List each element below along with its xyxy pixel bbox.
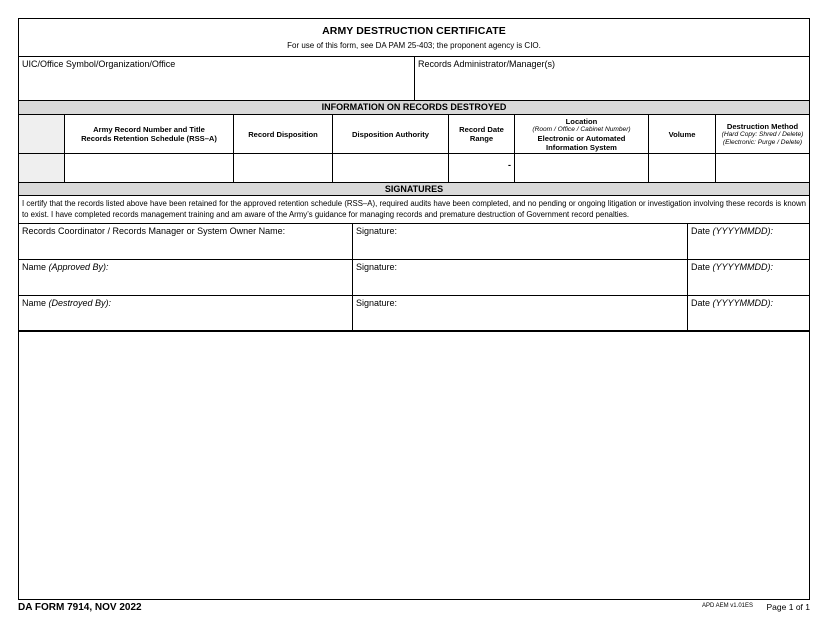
coordinator-signature-label: Signature: <box>356 226 398 236</box>
method-header-note-hardcopy: (Hard Copy: Shred / Delete) <box>721 130 804 138</box>
coordinator-date-field[interactable] <box>688 224 809 259</box>
destroyed-date-field[interactable] <box>688 296 809 330</box>
approved-date-label: Date <box>691 262 713 272</box>
authority-column <box>333 115 449 182</box>
date-range-field[interactable] <box>449 154 514 182</box>
volume-header: Volume <box>649 115 715 154</box>
date-range-column <box>449 115 515 182</box>
destroyed-date-format: (YYYYMMDD): <box>712 298 774 308</box>
method-header-label: Destruction Method <box>726 121 799 131</box>
destroyed-name-label: Name <box>22 298 49 308</box>
approved-name-label: Name <box>22 262 49 272</box>
record-number-header <box>65 115 233 154</box>
certification-statement: I certify that the records listed above have been retained for the approved retention schedule (RSS–A), required audits have been completed, and no pending or ongoing litigation or investigation involving these records is known to exist. I have completed records management training and am aware of the Army’s guidance for managing records and premature destruction of Government record penalties. <box>19 197 809 224</box>
uic-field[interactable] <box>19 57 415 100</box>
record-number-header-label: Army Record Number and Title <box>93 125 205 134</box>
date-range-separator: - <box>508 160 511 170</box>
approved-name-label-italic: (Approved By): <box>48 262 109 272</box>
location-field[interactable] <box>515 154 648 182</box>
form-footer <box>18 602 810 616</box>
record-number-header-sublabel: Records Retention Schedule (RSS–A) <box>81 134 217 143</box>
disposition-field[interactable] <box>234 154 332 182</box>
method-header-note-electronic: (Electronic: Purge / Delete) <box>722 138 803 146</box>
destroyed-signature-label: Signature: <box>356 298 398 308</box>
authority-header: Disposition Authority <box>333 115 448 154</box>
coordinator-signature-field[interactable] <box>353 224 688 259</box>
form-subtitle: For use of this form, see DA PAM 25-403; the proponent agency is CIO. <box>287 41 541 50</box>
location-column <box>515 115 649 182</box>
method-column <box>716 115 809 182</box>
signature-row-coordinator <box>19 224 809 260</box>
destruction-certificate-form <box>18 18 810 600</box>
records-administrator-label: Records Administrator/Manager(s) <box>418 59 556 69</box>
signatures-section-heading: SIGNATURES <box>19 182 809 196</box>
coordinator-date-label: Date <box>691 226 713 236</box>
location-header <box>515 115 648 154</box>
records-section-heading: INFORMATION ON RECORDS DESTROYED <box>19 101 809 115</box>
form-identifier: DA FORM 7914, NOV 2022 <box>18 602 142 613</box>
destroyed-name-label-italic: (Destroyed By): <box>48 298 112 308</box>
records-administrator-field[interactable] <box>415 57 809 100</box>
destroyed-name-field[interactable] <box>19 296 353 330</box>
coordinator-name-field[interactable] <box>19 224 353 259</box>
location-header-note: (Room / Office / Cabinet Number) <box>532 125 631 133</box>
destroyed-date-label: Date <box>691 298 713 308</box>
destroyed-signature-field[interactable] <box>353 296 688 330</box>
volume-column <box>649 115 716 182</box>
signature-row-destroyed <box>19 296 809 332</box>
disposition-column <box>234 115 333 182</box>
record-number-field[interactable] <box>65 154 233 182</box>
uic-label: UIC/Office Symbol/Organization/Office <box>22 59 176 69</box>
signature-row-approved <box>19 260 809 296</box>
form-title: ARMY DESTRUCTION CERTIFICATE <box>322 25 506 37</box>
method-header <box>716 115 809 154</box>
organization-row <box>19 57 809 101</box>
disposition-header: Record Disposition <box>234 115 332 154</box>
location-header-sublabel: Electronic or Automated Information System <box>537 133 626 152</box>
approved-date-field[interactable] <box>688 260 809 295</box>
volume-field[interactable] <box>649 154 715 182</box>
record-number-column <box>65 115 234 182</box>
authority-field[interactable] <box>333 154 448 182</box>
records-table <box>19 115 809 182</box>
date-range-header: Record Date Range <box>449 115 514 154</box>
coordinator-name-label: Records Coordinator / Records Manager or System Owner Name: <box>22 226 286 236</box>
method-field[interactable] <box>716 154 809 182</box>
form-header <box>19 19 809 57</box>
approved-date-format: (YYYYMMDD): <box>712 262 774 272</box>
location-header-label: Location <box>565 116 598 126</box>
row-selector-column <box>19 115 65 182</box>
approved-name-field[interactable] <box>19 260 353 295</box>
form-version: APD AEM v1.01ES <box>701 603 753 609</box>
approved-signature-field[interactable] <box>353 260 688 295</box>
approved-signature-label: Signature: <box>356 262 398 272</box>
blank-data-cell <box>19 154 64 182</box>
blank-header-cell <box>19 115 64 154</box>
page-number: Page 1 of 1 <box>766 602 810 612</box>
coordinator-date-format: (YYYYMMDD): <box>712 226 774 236</box>
